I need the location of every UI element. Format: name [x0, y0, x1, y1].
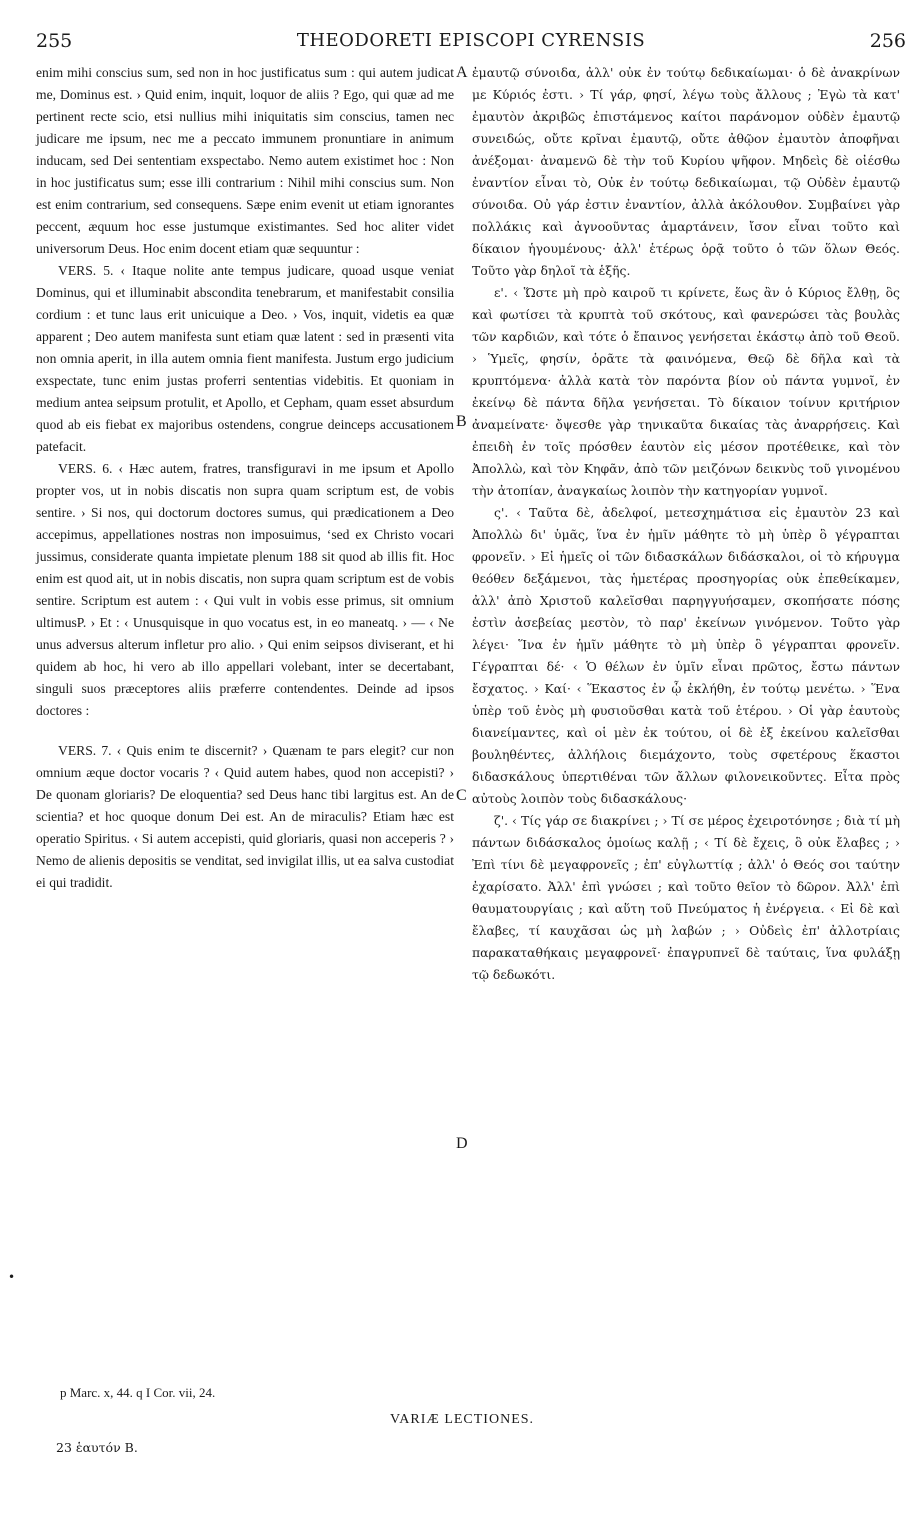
latin-paragraph: VERS. 6. ‹ Hæc autem, fratres, transfiguravi in me ipsum et Apollo propter vos, ut in nobis discatis non supra quam scriptum est, de vobis sentire. › Si nos, qui doctorum doctores sumus, qui prædicationem a Deo accepimus, appellationes nostras non imposuimus, ‘sed ex Christo vocari jussimus, considerate quanta impietate plenum 188 sit quod ab illis fit. Hoc enim est quod ait, ut in nobis discatis, non supra quam scriptum est de vobis sentire. Scriptum est autem : ‹ Qui vult in vobis esse primus, sit omnium ultimusP. › Et : ‹ Unusquisque in quo vocatus est, in eo maneatq. › — ‹ Ne unus adversus alterum infletur pro alio. › Qui enim seipsos diviserant, et hi quidem ab hoc, hi vero ab illo appellari volebant, inter se decertabant, singuli suos præceptores aliis præferre contendentes. Deinde ad ipsos doctores : [36, 461, 454, 718]
latin-paragraph: enim mihi conscius sum, sed non in hoc justificatus sum : qui autem judicat me, Dominus est. › Quid enim, inquit, loquor de aliis ? Ego, qui quæ ad me pertinent recte scio, etsi nullius mihi iniquitatis sim conscius, tamen nec judicare me ipsum, nec me a peccato immunem pronuntiare in animum inducam, sed Dei sententiam exspectabo. Nemo autem existimet hoc : Non in hoc justificatus sum; esse illi contrarium : Nihil mihi conscius sum. Non est enim contrarium, sed consequens. Sæpe enim evenit ut etiam ignorantes peccent, æquum hoc esse justumque existimantes. Sed hoc aliter videt universorum Deus. Hoc enim docent etiam quæ sequuntur : [36, 65, 454, 256]
page-header [36, 30, 906, 60]
margin-letter-a: A [456, 64, 468, 81]
margin-bullet: • [8, 1270, 16, 1284]
running-title: THEODORETI EPISCOPI CYRENSIS [296, 30, 646, 51]
greek-column [472, 62, 900, 986]
greek-paragraph: ς'. ‹ Ταῦτα δὲ, ἀδελφοί, μετεσχημάτισα εἰς ἐμαυτὸν 23 καὶ Ἀπολλὼ δι' ὑμᾶς, ἵνα ἐν ἡμῖν μάθητε τὸ μὴ ὑπὲρ ὃ γέγραπται φρονεῖν. › Εἰ ἡμεῖς οἱ τῶν διδασκάλων διδάσκαλοι, οἱ τὸ κήρυγμα θεόθεν δεξάμενοι, τὰς ἡμετέρας προσηγορίας οὐκ ἐπεθείκαμεν, ἀλλ' ἀπὸ Χριστοῦ καλεῖσθαι παρηγγυήσαμεν, σκοπήσατε πόσης ἐστὶν ἀσεβείας μεστὸν, τὸ παρ' ἐκείνων γινόμενον. Τοῦτο γὰρ λέγει· Ἵνα ἐν ἡμῖν μάθητε τὸ μὴ ὑπὲρ ὃ γέγραπται φρονεῖν. Γέγραπται δέ· ‹ Ὁ θέλων ἐν ὑμῖν εἶναι πρῶτος, ἔστω πάντων ἔσχατος. › Καί· ‹ Ἕκαστος ἐν ᾧ ἐκλήθη, ἐν τούτῳ μενέτω. › Ἕνα ὑπὲρ τοῦ ἑνὸς μὴ φυσιοῦσθαι κατὰ τοῦ ἑτέρου. › Οἱ γὰρ ἑαυτοὺς διανείμαντες, καὶ οἱ μὲν ἐκ τούτου, οἱ δὲ ἐξ ἐκείνου καλεῖσθαι βουληθέντες, ἀλλήλοις διεμάχοντο, τοὺς σφετέρους ἕκαστοι διδασκάλους ὑπερτιθέναι τῶν ἄλλων φιλονεικοῦντες. Εἶτα πρὸς αὐτοὺς λοιπὸν τοὺς διδασκάλους· [472, 505, 900, 806]
greek-paragraph: ζ'. ‹ Τίς γάρ σε διακρίνει ; › Τί σε μέρος ἐχειροτόνησε ; διὰ τί μὴ πάντων διδάσκαλος ὁμοίως καλῇ ; ‹ Τί δὲ ἔχεις, ὃ οὐκ ἔλαβες ; › Ἐπὶ τίνι δὲ μεγαφρονεῖς ; ἐπ' εὐγλωττίᾳ ; ἀλλ' ὁ Θεός σοι ταύτην ἐχαρίσατο. Ἀλλ' ἐπὶ γνώσει ; καὶ τοῦτο θεῖον τὸ δῶρον. Ἀλλ' ἐπὶ θαυματουργίαις ; καὶ αὕτη τοῦ Πνεύματος ἡ ἐνέργεια. ‹ Εἰ δὲ καὶ ἔλαβες, τί καυχᾶσαι ὡς μὴ λαβών ; › Οὐδεὶς ἐπ' ἀλλοτρίαις παρακαταθήκαις μεγαφρονεῖ· ἐπαγρυπνεῖ δὲ ταύταις, ἵνα φυλάξῃ τῷ δεδωκότι. [472, 813, 900, 982]
margin-letter-d: D [456, 1135, 468, 1152]
variae-lectiones-heading: VARIÆ LECTIONES. [389, 1412, 535, 1427]
footnotes: p Marc. x, 44. q I Cor. vii, 24. [60, 1385, 216, 1400]
greek-paragraph: ε'. ‹ Ὥστε μὴ πρὸ καιροῦ τι κρίνετε, ἕως ἂν ὁ Κύριος ἔλθῃ, ὃς καὶ φωτίσει τὰ κρυπτὰ τοῦ σκότους, καὶ φανερώσει τὰς βουλὰς τῶν καρδιῶν, καὶ τότε ὁ ἔπαινος γενήσεται ἑκάστῳ ἀπὸ τοῦ Θεοῦ. › Ὑμεῖς, φησίν, ὁρᾶτε τὰ φαινόμενα, Θεῷ δὲ δῆλα καὶ τὰ κρυπτόμενα· ἀλλὰ κατὰ τὸν παρόντα βίον οὐ πάντα γυμνοῖ, ἐν ἐκείνῳ δὲ πάντα δῆλα γενήσεται. Τὸ δίκαιον τοίνυν κριτήριον ἀναμείνατε· ὄψεσθε γὰρ τηνικαῦτα δικαίας τὰς ἀναρρήσεις. Καὶ ἐπειδὴ ἐν τοῖς πρόσθεν ἑαυτὸν εἰς μέσον προτέθεικε, καὶ τὸν Ἀπολλὼ, καὶ τὸν Κηφᾶν, ἀπὸ τῶν μειζόνων δεικνὺς τοῦ γινομένου τὴν ἀτοπίαν, ἀναγκαίως λοιπὸν τὴν κατηγορίαν γυμνοῖ. [472, 285, 900, 498]
variant-reading: 23 ἑαυτόν B. [56, 1440, 138, 1455]
latin-paragraph: VERS. 7. ‹ Quis enim te discernit? › Quænam te pars elegit? cur non omnium æque doctor vocaris ? ‹ Quid autem habes, quod non accepisti? › De quonam gloriaris? De eloquentia? sed Deus hanc tibi largitus est. An de scientia? et hoc quoque donum Dei est. An de miraculis? Etiam hæc est operatio Spiritus. ‹ Si autem accepisti, quid gloriaris, quasi non acceperis ? › Nemo de alienis depositis se venditat, sed invigilat illis, ut ea salva custodiat ei qui tradidit. [36, 743, 454, 890]
latin-column [36, 62, 454, 894]
margin-letter-c: C [456, 787, 467, 804]
greek-paragraph: ἐμαυτῷ σύνοιδα, ἀλλ' οὐκ ἐν τούτῳ δεδικαίωμαι· ὁ δὲ ἀνακρίνων με Κύριός ἐστι. › Τί γάρ, φησί, λέγω τοὺς ἄλλους ; Ἐγὼ τὰ κατ' ἐμαυτὸν ἀκριβῶς ἐπιστάμενος καίτοι παράνομον οὐδὲν ἐμαυτῷ συνειδώς, οὔτε κρῖναι ἐμαυτῷ, οὔτε ἀθῷον ἐμαυτὸν ἀποφῆναι ἀνέξομαι· ἀναμενῶ δὲ τὴν τοῦ Κυρίου ψῆφον. Μηδεὶς δὲ οἰέσθω ἐναντίον εἶναι τὸ, Οὐκ ἐν τούτῳ δεδικαίωμαι, τῷ Οὐδὲν ἐμαυτῷ σύνοιδα. Οὐ γάρ ἐστιν ἐναντίον, ἀλλὰ ἀκόλουθον. Συμβαίνει γὰρ πολλάκις καὶ ἀγνοοῦντας ἁμαρτάνειν, ἴσον εἶναι τοῦτο καὶ δίκαιον ἡγουμένους· ἀλλ' ἑτέρως ὁρᾷ τοῦτο ὁ τῶν ὅλων Θεός. Τοῦτο γὰρ δηλοῖ τὰ ἑξῆς. [472, 65, 900, 278]
page-number-right: 256 [869, 30, 906, 52]
margin-letter-b: B [456, 413, 467, 430]
page-number-left: 255 [36, 30, 73, 52]
latin-paragraph: VERS. 5. ‹ Itaque nolite ante tempus judicare, quoad usque veniat Dominus, qui et illuminabit abscondita tenebrarum, et manifestabit consilia cordium : et tunc laus erit unicuique a Deo. › Vos, inquit, videtis ea quæ apparent ; Deo autem manifesta sunt etiam quæ latent : sed in præsenti vita non omnia aperit, in illa autem omnia fient manifesta. Justum ergo judicium exspectate, tunc enim justas proferri sententias videbitis. Et quoniam in medium antea seipsum protulit, et Apollo, et Cepham, quam esset absurdum quod ab eis fiebat ex majoribus ostendens, congrue deinceps accusationem patefacit. [36, 263, 454, 454]
